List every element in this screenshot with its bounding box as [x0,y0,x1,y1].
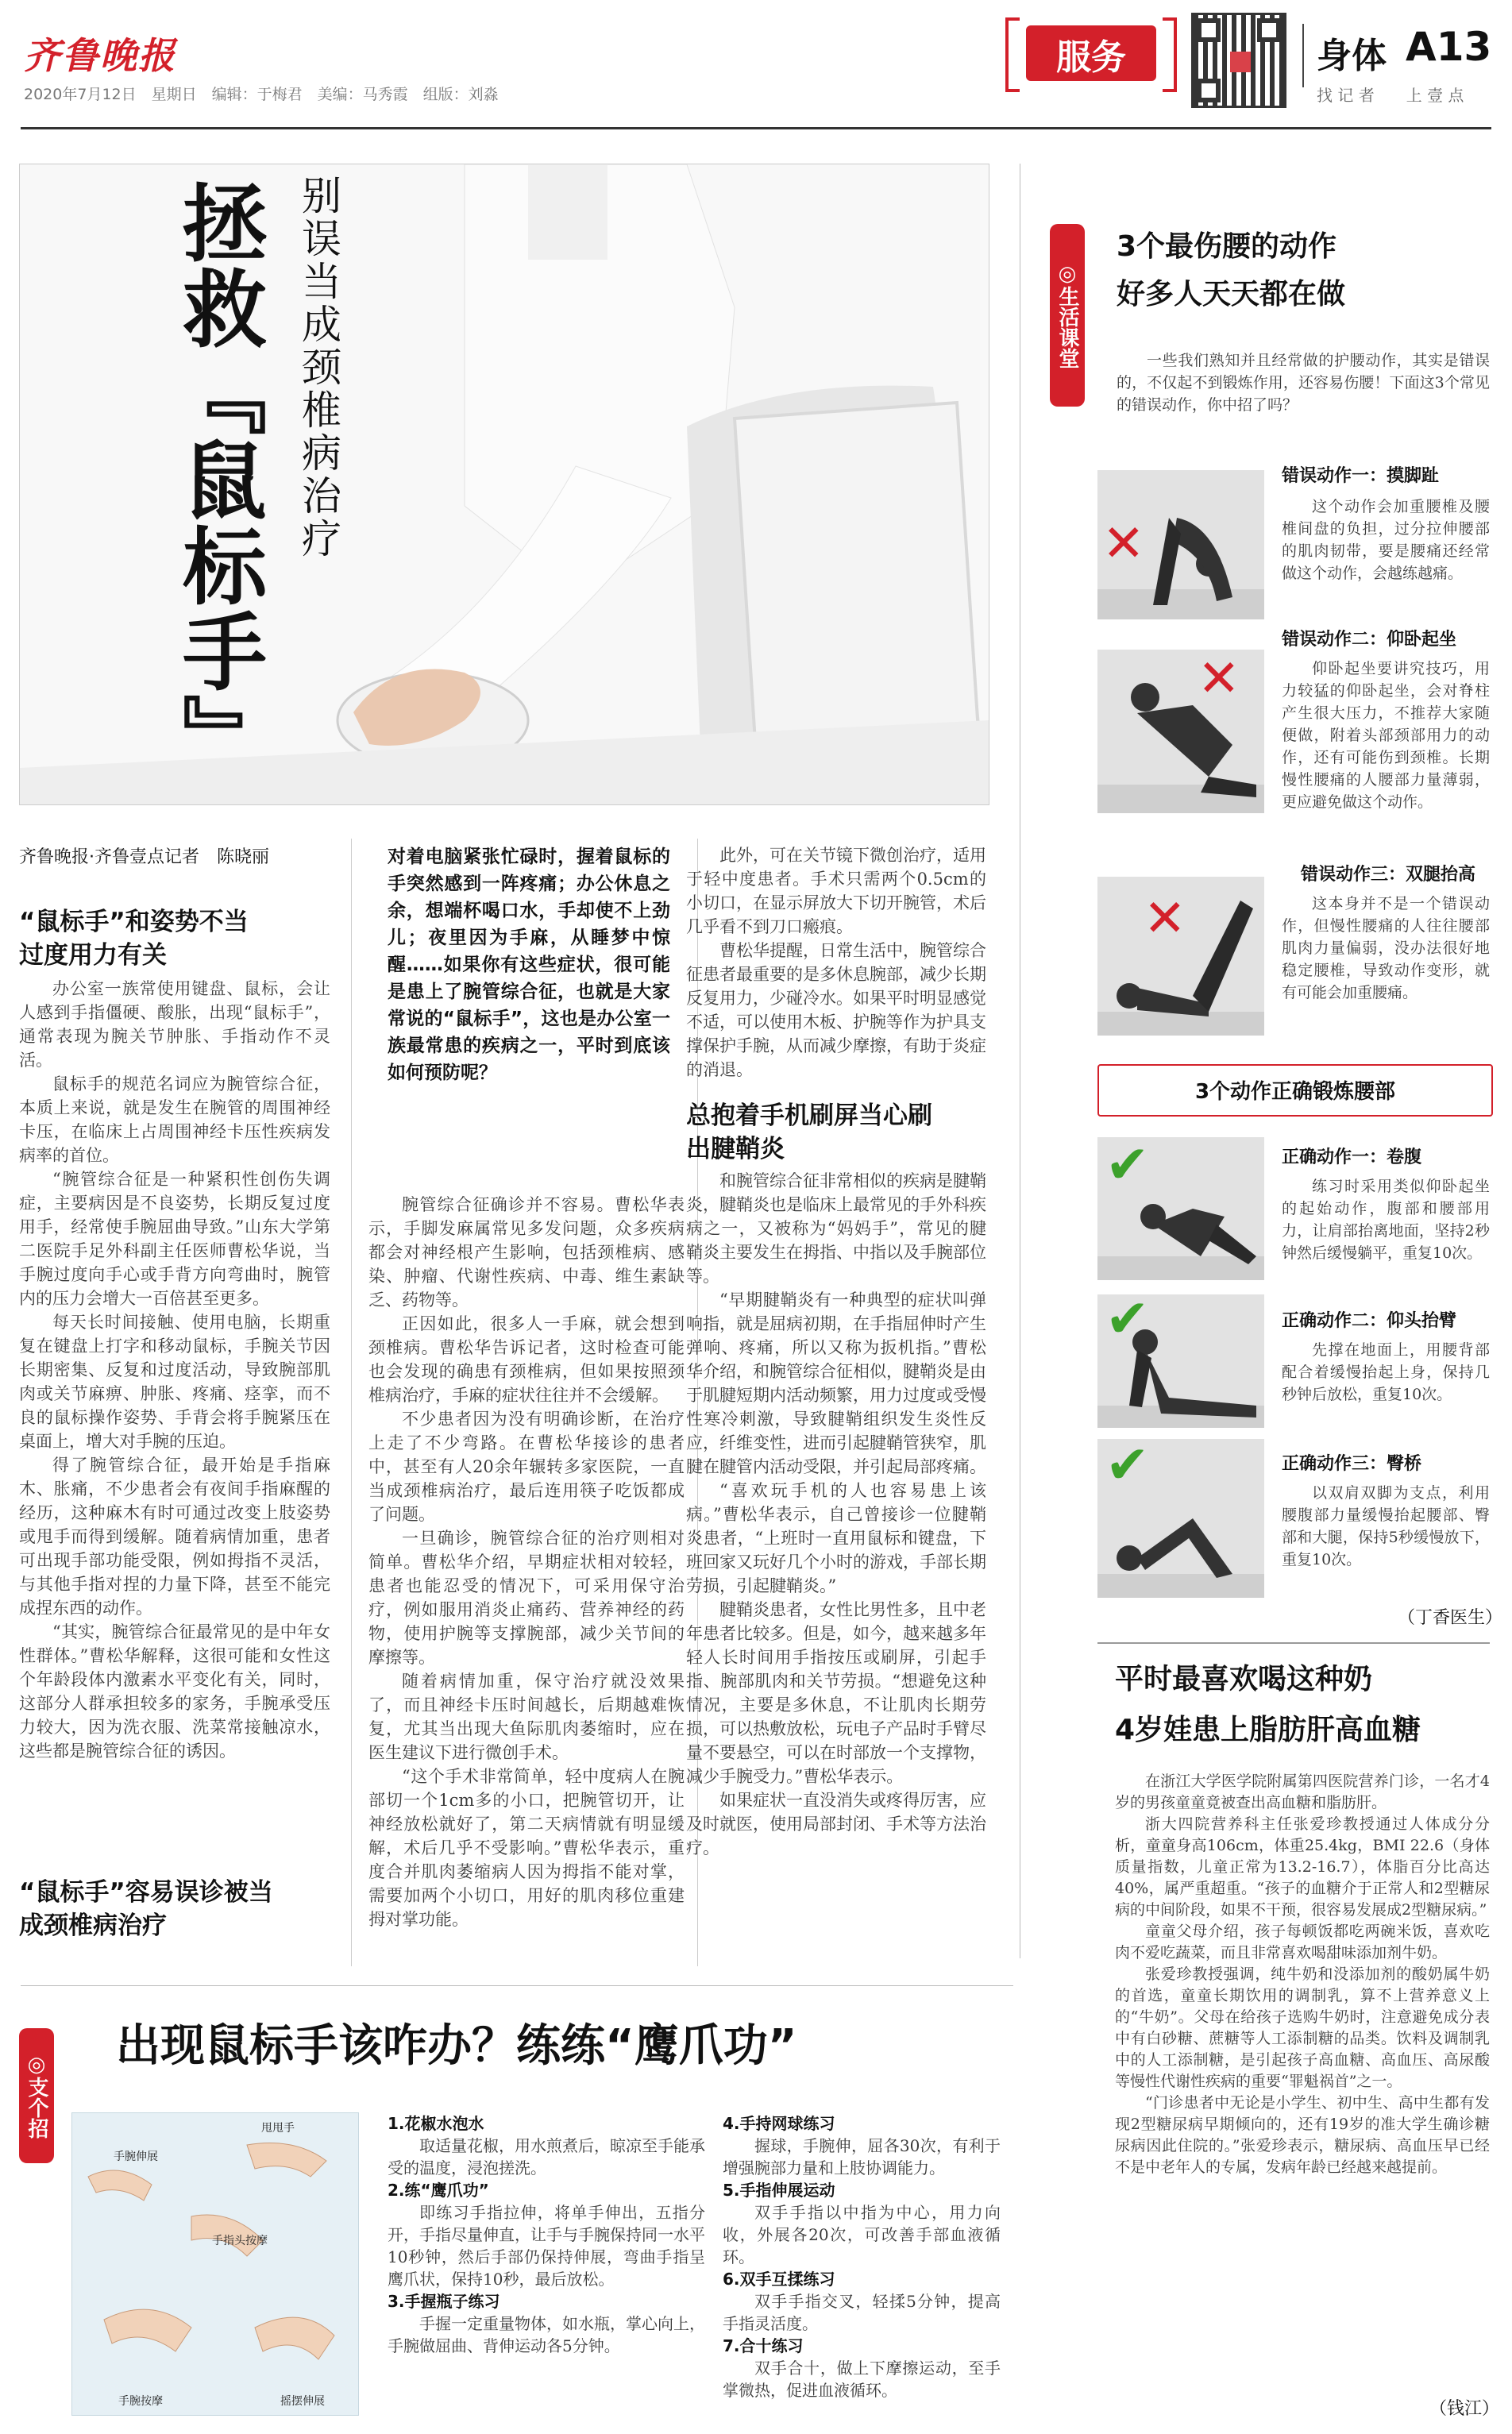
news-body [1115,1771,1490,2390]
tip-text: 取适量花椒，用水煎煮后，晾凉至手能承受的温度，浸泡搓洗。 [388,2136,705,2177]
paragraph: 如果症状一直没消失或疼得厉害，应及时就医，使用局部封闭、手术等方法治疗。 [686,1791,986,1857]
section-tag-tips: ◎支个招 [19,2028,54,2163]
figure-label-finger-massage: 手指头按摩 [212,2235,268,2247]
cross-icon: ✕ [1198,650,1240,708]
tip-text: 手握一定重量物体，如水瓶，掌心向上，手腕做屈曲、背伸运动各5分钟。 [388,2314,705,2355]
paragraph: 腕管综合征确诊并不容易。曹松华表示，手脚发麻属常见多发问题，众多疾病都会对神经根产生影响，包括颈椎病、感染、肿瘤、代谢性疾病、中毒、维生素缺乏、药物等。 [368,1195,685,1310]
paragraph: 此外，可在关节镜下微创治疗，适用于轻中度患者。手术只需两个0.5cm的小切口，在显示屏放大下切开腕管，术后几乎看不到刀口瘢痕。 [686,846,986,936]
bottom-title: 出现鼠标手该咋办？练练“鹰爪功” [116,2020,797,2072]
paragraph: “喜欢玩手机的人也容易患上该病。”曹松华表示，自己曾接诊一位腱鞘炎患者，“上班时一直用鼠标和键盘，下班回家又玩好几个小时的游戏，手部长期劳损，引起腱鞘炎。” [686,1481,986,1595]
paragraph: “其实，腕管综合征最常见的是中年女性群体。”曹松华解释，这很可能和女性这个年龄段体内激素水平变化有关，同时，这部分人群承担较多的家务，手腕承受压力较大，因为洗衣服、洗菜常接触凉水，这些都是腕管综合征的诱因。 [19,1622,330,1761]
wrong-label-2: 错误动作二：仰卧起坐 [1282,630,1457,650]
paragraph: “早期腱鞘炎有一种典型的症状叫弹响指，就是屈病初期，在手指屈伸时产生弹响、疼痛，所以又称为扳机指。”曹松华介绍，和腕管综合征相似，腱鞘炎是由于肌腱短期内活动频繁，用力过度或受慢性寒冷刺激，导致腱鞘组织发生炎性反应，纤维变性，进而引起腱鞘管狭窄，肌腱在腱管内活动受限，并引起局部疼痛。 [686,1290,986,1476]
paragraph: 随着病情加重，保守治疗就没效果了，而且神经卡压时间越长，后期越难恢复，尤其当出现大鱼际肌肉萎缩时，应在医生建议下进行微创手术。 [368,1672,685,1762]
wrong-text-2: 仰卧起坐要讲究技巧，用力较猛的仰卧起坐，会对脊柱产生很大压力，不推荐大家随便做，附着头部颈部用力的动作，还有可能伤到颈椎。长期慢性腰痛的人腰部力量薄弱，更应避免做这个动作。 [1282,660,1490,811]
lead-title: 拯救『鼠标手』 [169,179,267,780]
check-icon: ✔ [1105,1434,1150,1495]
check-icon: ✔ [1105,1134,1150,1195]
paragraph: “这个手术非常简单，轻中度病人在腕部切一个1cm多的小口，把腕管切开，让神经放松就好了，第二天病情就有明显缓解，术后几乎不受影响。”曹松华表示，重度合并肌肉萎缩病人因为拇指不能对掌，需要加两个小切口，用好的肌肉移位重建拇对掌功能。 [368,1767,685,1929]
wrong-label-1: 错误动作一：摸脚趾 [1282,466,1440,486]
tip-text: 双手合十，做上下摩擦运动，至手掌微热，促进血液循环。 [723,2359,1001,2400]
credit-qianjiang: （钱江） [1429,2399,1500,2419]
info-line: 2020年7月12日 星期日 编辑：于梅君 美编：马秀霞 组版：刘淼 [24,86,499,103]
paragraph: 浙大四院营养科主任张爱珍教授通过人体成分分析，童童身高106cm，体重25.4kg，BMI 22.6（身体质量指数，儿童正常为13.2-16.7），体脂百分比高达40%，属严重超重。“孩子的血糖介于正常人和2型糖尿病的中间阶段，如果不干预，很容易发展成2型糖尿病。” [1115,1815,1490,1919]
right-label-3: 正确动作三：臀桥 [1282,1454,1422,1474]
masthead-rule [21,127,1491,129]
right-text-3: 以双肩双脚为支点，利用腰腹部力量缓慢抬起腰部、臀部和大腿，保持5秒缓慢放下，重复10次。 [1282,1484,1490,1568]
tip-text: 双手手指交叉，轻揉5分钟，提高手指灵活度。 [723,2292,1001,2333]
right-label-1: 正确动作一：卷腹 [1282,1148,1422,1167]
tip-head: 3.手握瓶子练习 [388,2292,500,2311]
tip-head: 6.双手互揉练习 [723,2270,835,2289]
right-title-1: 3个最伤腰的动作 [1117,230,1337,263]
wrong-label-3: 错误动作三：双腿抬高 [1301,865,1476,885]
qr-code[interactable] [1191,13,1286,108]
tip-head: 5.手指伸展运动 [723,2181,835,2200]
service-label: 服务 [1056,37,1126,78]
masthead [0,0,1512,135]
tip-head: 2.练“鹰爪功” [388,2181,489,2200]
wrong-text-3: 这本身并不是一个错误动作，但慢性腰痛的人往往腰部肌肉力量偏弱，没办法很好地稳定腰椎，导致动作变形，就有可能会加重腰痛。 [1282,895,1490,1001]
paragraph: 和腕管综合征非常相似的疾病是腱鞘炎，腱鞘炎也是临床上最常见的手外科疾病之一，又被称为“妈妈手”，常见的腱鞘炎主要发生在拇指、中指以及手腕部位等。 [686,1171,986,1286]
section-name: 身体 [1317,36,1387,76]
right-actions-heading: 3个动作正确锻炼腰部 [1194,1080,1396,1104]
paragraph: 腱鞘炎患者，女性比男性多，且中老年患者比较多。但是，如今，越来越多年轻人长时间用手指按压或刷屏，引起手指、腕部肌肉和关节劳损。“想避免这种情况，主要是多休息，不让肌肉长期劳损，可以热敷放松，玩电子产品时手臂尽量不要悬空，可以在时部放一个支撑物，减少手腕受力。”曹松华表示。 [686,1600,986,1786]
lead-subhead-2: “鼠标手”容易误诊被当成颈椎病治疗 [19,1878,273,1940]
tip-head: 7.合十练习 [723,2336,804,2355]
section-tag-life: ◎生活课堂 [1050,224,1085,407]
check-icon: ✔ [1105,1288,1150,1349]
paragraph: 曹松华提醒，日常生活中，腕管综合征患者最重要的是多休息腕部，减少长期反复用力，少碰冷水。如果平时明显感觉不适，可以使用木板、护腕等作为护具支撑保护手腕，从而减少摩擦，有助于炎症的消退。 [686,941,986,1079]
service-banner [1005,17,1177,86]
lead-column-2 [368,1193,685,1987]
tip-head: 4.手持网球练习 [723,2114,835,2133]
lead-image [19,164,989,805]
right-intro: 一些我们熟知并且经常做的护腰动作，其实是错误的，不仅起不到锻炼作用，还容易伤腰！下面这3个常见的错误动作，你中招了吗？ [1117,352,1490,414]
paper-logo: 齐鲁晚报 [24,34,176,77]
figure-label-wrist-stretch: 手腕伸展 [114,2150,158,2163]
tip-head: 1.花椒水泡水 [388,2114,484,2133]
wrong-text-1: 这个动作会加重腰椎及腰椎间盘的负担，过分拉伸腰部的肌肉韧带，要是腰痛还经常做这个动作，会越练越痛。 [1282,498,1490,582]
paragraph: 鼠标手的规范名词应为腕管综合征，本质上来说，就是发生在腕管的周围神经卡压，在临床上占周围神经卡压性疾病发病率的首位。 [19,1074,330,1165]
paragraph: 办公室一族常使用键盘、鼠标，会让人感到手指僵硬、酸胀，出现“鼠标手”，通常表现为腕关节肿胀、手指动作不灵活。 [19,979,330,1070]
byline: 齐鲁晚报·齐鲁壹点记者 陈晓丽 [19,847,269,867]
tip-text: 双手手指以中指为中心，用力向收，外展各20次，可改善手部血液循环。 [723,2203,1001,2266]
lead-subtitle: 别误当成颈椎病治疗 [295,175,341,561]
lead-column-1 [19,977,330,1826]
page-number: A13 [1406,24,1492,70]
paragraph: 正因如此，很多人一手麻，就会想到颈椎病。曹松华告诉记者，这时检查可能也会发现的确患有颈椎病，但如果按照颈椎病治疗，手麻的症状往往并不会缓解。 [368,1314,685,1405]
tips-left [388,2112,705,2414]
news-title-2: 4岁娃患上脂肪肝高血糖 [1115,1714,1421,1746]
tips-right [723,2112,1001,2414]
paragraph: “门诊患者中无论是小学生、初中生、高中生都有发现2型糖尿病早期倾向的，还有19岁的准大学生确诊糖尿病因此住院的。”张爱珍表示，糖尿病、高血压早已经不是中老年人的专属，发病年龄已经越来越提前。 [1115,2094,1490,2176]
lead-column-3a [686,843,986,1082]
tip-text: 即练习手指拉伸，将单手伸出，五指分开，手指尽量伸直，让手与手腕保持同一水平10秒钟，然后手部仍保持伸展，弯曲手指呈鹰爪状，保持10秒，最后放松。 [388,2203,705,2289]
right-label-2: 正确动作二：仰头抬臂 [1282,1311,1457,1331]
lead-column-3b [686,1169,986,1966]
cross-icon: ✕ [1102,515,1145,573]
credit-dingxiang: （丁香医生） [1398,1608,1503,1628]
paragraph: 张爱珍教授强调，纯牛奶和没添加剂的酸奶属牛奶的首选，童童长期饮用的调制乳，算不上营养意义上的“牛奶”。父母在给孩子选购牛奶时，注意避免成分表中有白砂糖、蔗糖等人工添制糖的品类。饮料及调制乳中的人工添制糖，是引起孩子高血糖、高血压、高尿酸等慢性代谢性疾病的重要“罪魁祸首”之一。 [1115,1965,1490,2090]
lead-subhead-1: “鼠标手”和姿势不当过度用力有关 [19,908,249,970]
news-title-1: 平时最喜欢喝这种奶 [1115,1663,1373,1695]
right-text-1: 练习时采用类似仰卧起坐的起始动作，腹部和腰部用力，让肩部抬离地面，坚持2秒钟然后缓慢躺平，重复10次。 [1282,1178,1490,1262]
office-worker-mouse-illustration [20,164,989,804]
slogan: 找 记 者 上 壹 点 [1317,86,1464,105]
right-text-2: 先撑在地面上，用腰背部配合着缓慢抬起上身，保持几秒钟后放松，重复10次。 [1282,1341,1490,1403]
figure-label-swing-stretch: 摇摆伸展 [280,2395,325,2408]
paragraph: 得了腕管综合征，最开始是手指麻木、胀痛，不少患者会有夜间手指麻醒的经历，这种麻木有时可通过改变上肢姿势或甩手而得到缓解。随着病情加重，患者可出现手部功能受限，例如拇指不灵活，与其他手指对捏的力量下降，甚至不能完成捏东西的动作。 [19,1456,330,1618]
paragraph: 童童父母介绍，孩子每顿饭都吃两碗米饭，喜欢吃肉不爱吃蔬菜，而且非常喜欢喝甜味添加剂牛奶。 [1115,1923,1490,1961]
figure-label-shake-hands: 甩甩手 [261,2122,295,2135]
paragraph: 一旦确诊，腕管综合征的治疗则相对简单。曹松华介绍，早期症状相对较轻，患者也能忍受的情况下，可采用保守治疗，例如服用消炎止痛药、营养神经的药物，使用护腕等支撑腕部，减少关节间的摩擦等。 [368,1529,685,1667]
cross-icon: ✕ [1144,889,1186,948]
right-actions-heading-box [1097,1064,1493,1117]
lead-subhead-3: 总抱着手机刷屏当心刷出腱鞘炎 [686,1101,932,1163]
right-title-2: 好多人天天都在做 [1117,278,1346,311]
tip-text: 握球，手腕伸，屈各30次，有利于增强腕部力量和上肢协调能力。 [723,2136,1001,2177]
hand-exercise-figure [71,2112,359,2416]
figure-label-wrist-massage: 手腕按摩 [118,2395,163,2408]
paragraph: 每天长时间接触、使用电脑，长期重复在键盘上打字和移动鼠标，手腕关节因长期密集、反复和过度活动，导致腕部肌肉或关节麻痹、肿胀、疼痛、痉挛，而不良的鼠标操作姿势、手背会将手腕紧压在桌面上，增大对手腕的压迫。 [19,1313,330,1451]
paragraph: 在浙江大学医学院附属第四医院营养门诊，一名才4岁的男孩童童竟被查出高血糖和脂肪肝。 [1115,1772,1490,1811]
lead-intro: 对着电脑紧张忙碌时，握着鼠标的手突然感到一阵疼痛；办公休息之余，想端杯喝口水，手却使不上劲儿；夜里因为手麻，从睡梦中惊醒……如果你有这些症状，很可能是患上了腕管综合征，也就是大家常说的“鼠标手”，这也是办公室一族最常患的疾病之一，平时到底该如何预防呢？ [388,847,670,1083]
paragraph: “腕管综合征是一种紧积性创伤失调症，主要病因是不良姿势，长期反复过度用手，经常使手腕屈曲导致。”山东大学第二医院手足外科副主任医师曹松华说，当手腕过度向手心或手背方向弯曲时，腕管内的压力会增大一百倍甚至更多。 [19,1170,330,1308]
paragraph: 不少患者因为没有明确诊断，在治疗上走了不少弯路。在曹松华接诊的患者中，甚至有人20余年辗转多家医院，一直当成颈椎病治疗，最后连用筷子吃饭都成了问题。 [368,1410,685,1524]
